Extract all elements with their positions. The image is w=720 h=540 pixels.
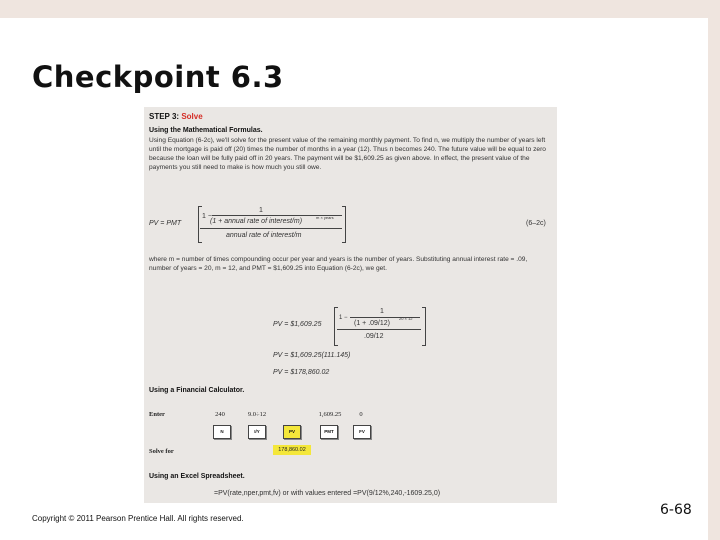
calc-key-pmt[interactable]: PMT [320,425,338,439]
page-number: 6-68 [660,502,692,518]
sub-formula-lhs: PV = $1,609.25 [273,321,322,328]
formula-inner-den: (1 + annual rate of interest/m) [210,218,303,225]
step-header [149,112,203,121]
intro-text: Using Equation (6-2c), we'll solve for the present value of the remaining monthly payment. To find n, we multiply the number of years left until the mortgage is paid off (20) times the number of months in a year (12). Thus n becomes 240. The future value will be equal to zero because the loan will be fully paid off in 20 years. The payment will be $1,609.25 as given above. In effect, the present value of the payments you still need to make is how much you still owe. [149,137,546,171]
formula-num-one: 1 [259,207,263,214]
right-border [708,0,720,540]
calc-result: 178,860.02 [273,445,311,455]
result-line-1: PV = $1,609.25(111.145) [273,352,351,359]
excel-heading: Using an Excel Spreadsheet. [149,473,245,480]
formula-outer-den: annual rate of interest/m [226,232,302,239]
calc-heading: Using a Financial Calculator. [149,387,245,394]
calc-value-fv: 0 [359,411,363,418]
math-heading: Using the Mathematical Formulas. [149,127,263,134]
calc-solve-label: Solve for [149,448,174,455]
formula-outer-fraction-bar [200,228,342,229]
calc-key-n[interactable]: N [213,425,231,439]
calc-value-iy: 9.0÷12 [247,411,267,418]
excel-formula: =PV(rate,nper,pmt,fv) or with values entered =PV(9/12%,240,-1609.25,0) [214,490,441,497]
formula-bracket-right [342,206,346,243]
formula-lhs: PV = PMT [149,220,182,227]
calc-value-pmt: 1,609.25 [318,411,342,418]
page-number-box [648,487,708,540]
calc-value-n: 240 [215,411,225,418]
calc-key-iy[interactable]: I/Y [248,425,266,439]
sub-formula-outer-fraction-bar [337,329,421,330]
step-label: STEP 3: [149,112,180,121]
sub-formula-num-one: 1 [380,308,384,315]
result-line-2: PV = $178,860.02 [273,369,330,376]
calc-key-pv[interactable]: PV [283,425,301,439]
formula-eq-number: (6–2c) [526,220,546,227]
sub-formula-one: 1 − [339,315,348,321]
sub-formula-inner-den: (1 + .09/12) [354,320,390,327]
textbook-excerpt [144,107,557,503]
slide-title: Checkpoint 6.3 [32,60,284,94]
calc-key-fv[interactable]: FV [353,425,371,439]
copyright: Copyright © 2011 Pearson Prentice Hall. All rights reserved. [32,514,244,523]
formula-inner-exp: m × years [316,215,334,220]
sub-formula-inner-exp: 20 × 12 [399,316,413,321]
sub-formula-bracket-left [334,307,338,346]
calc-enter-label: Enter [149,411,165,418]
where-text: where m = number of times compounding occur per year and years is the number of years. Substituting annual interest rate = .09, number of years = 20, m = 12, and PMT = $1,609.25 into Equation (6-2c), we get. [149,256,528,272]
sub-formula-outer-den: .09/12 [364,333,384,340]
sub-formula-bracket-right [422,307,426,346]
formula-one: 1 − [202,213,212,220]
step-name: Solve [181,112,203,121]
